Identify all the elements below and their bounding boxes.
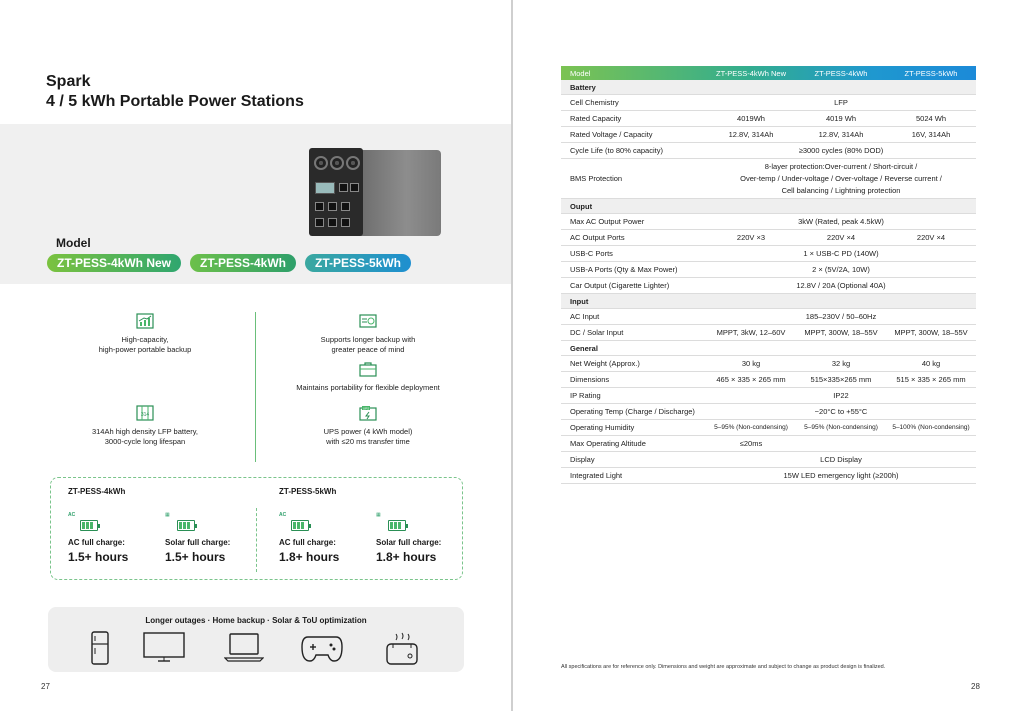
charge-label: AC full charge: [279,538,336,547]
spec-row [561,309,976,325]
section-label: Input [570,296,589,306]
feature-lfp-battery [75,405,215,447]
spec-section-input [561,294,976,309]
spec-value: 185–230V / 50–60Hz [805,311,877,321]
spec-value: 515×335×265 mm [810,375,872,384]
spec-value: LCD Display [820,454,862,464]
spec-value: MPPT, 3kW, 12–60V [716,328,786,337]
battery-charge-icon [80,520,98,531]
model-pill-5kwh: ZT-PESS-5kWh [305,254,411,272]
spec-row [561,214,976,230]
spec-row [561,356,976,372]
spec-row [561,278,976,294]
ac-outlet [328,218,337,227]
spec-header-row [561,66,976,80]
spec-value: 32 kg [831,359,851,368]
spec-value: −20°C to +55°C [814,406,868,416]
feature-text: Maintains portability for flexible deployment [296,383,440,392]
spec-row [561,404,976,420]
product-body [355,150,441,236]
spec-row [561,325,976,341]
usecase-title: Longer outages · Home backup · Solar & ToU optimization [145,616,367,625]
fan-icon [314,156,328,170]
feature-longer-backup [288,313,448,355]
spec-label: Max Operating Altitude [570,439,646,448]
spec-value: 1 × USB-C PD (140W) [803,248,879,258]
ac-outlet [315,202,324,211]
charging-model-4kwh: ZT-PESS-4kWh [68,487,126,496]
refrigerator-icon [90,631,110,665]
spec-row [561,468,976,484]
spec-value: 515 × 335 × 265 mm [896,375,966,384]
spec-value: 30 kg [741,359,761,368]
fan-icon [346,156,360,170]
feature-portability [278,361,458,393]
spec-header-cell: ZT-PESS-4kWh New [715,68,786,78]
battery-charge-icon [291,520,309,531]
spec-value: 12.8V, 314Ah [818,130,864,139]
spec-row [561,159,976,199]
spec-value: MPPT, 300W, 18–55V [894,328,968,337]
spec-header-cell: Model [570,68,591,78]
spec-label: Operating Temp (Charge / Discharge) [570,407,695,416]
spec-value: 16V, 314Ah [911,130,951,139]
charge-value: 1.5+ hours [68,550,129,564]
spec-header-cell: ZT-PESS-5kWh [904,68,958,78]
section-label: General [570,343,598,353]
spec-row [561,230,976,246]
charge-label: Solar full charge: [165,538,231,547]
solar-panel-icon: ▦ [165,512,170,518]
spec-row [561,262,976,278]
bms-line: 8-layer protection:Over-current / Short-circuit / [764,161,918,171]
product-image [309,148,443,238]
feature-text: High-capacity, high-power portable backup [98,335,192,354]
spec-row [561,246,976,262]
page-title: 4 / 5 kWh Portable Power Stations [46,93,304,110]
spec-label: DC / Solar Input [570,328,624,337]
spec-label: Max AC Output Power [570,217,645,226]
section-label: Battery [570,82,596,92]
spec-row [561,436,976,452]
spec-section-battery [561,80,976,95]
charging-model-5kwh: ZT-PESS-5kWh [279,487,337,496]
tv-icon [142,631,186,663]
spec-label: USB-C Ports [570,249,613,258]
spec-row [561,452,976,468]
spec-value: 2 × (5V/2A, 10W) [812,264,870,274]
model-pill-4kwh: ZT-PESS-4kWh [190,254,296,272]
charging-divider [256,508,257,572]
right-page [513,0,1024,711]
ac-outlet [328,202,337,211]
solar-panel-icon: ▦ [376,512,381,518]
feature-text: UPS power (4 kWh model) with ≤20 ms transfer time [323,427,413,446]
ups-icon [359,405,377,421]
spec-row [561,127,976,143]
spec-value: 5–95% (Non-condensing) [804,424,878,431]
spec-value: 4019 Wh [825,114,857,123]
feature-high-capacity [80,313,210,355]
product-front-panel [309,148,363,236]
charge-value: 1.8+ hours [376,550,437,564]
spec-value: 15W LED emergency light (≥200h) [783,470,899,480]
spec-label: Car Output (Cigarette Lighter) [570,281,670,290]
spec-table [561,66,976,484]
spec-value: MPPT, 300W, 18–55V [804,328,878,337]
spec-label: Cell Chemistry [570,98,619,107]
spec-value: 40 kg [921,359,941,368]
charge-value: 1.8+ hours [279,550,340,564]
spec-value: 220V ×3 [736,233,766,242]
spec-value: 12.8V / 20A (Optional 40A) [796,280,886,290]
feature-divider [255,312,256,462]
spec-value: ≤20ms [739,439,763,448]
spec-label: Net Weight (Approx.) [570,359,640,368]
svg-text:314: 314 [140,412,150,418]
battery-charge-icon [177,520,195,531]
spec-label: AC Output Ports [570,233,625,242]
chart-icon [136,313,154,329]
spec-section-output [561,199,976,214]
spec-row [561,372,976,388]
spec-value: 5024 Wh [915,114,947,123]
ac-outlet [341,202,350,211]
backup-icon [359,313,377,329]
spec-label: IP Rating [570,391,601,400]
spec-section-general [561,341,976,356]
spec-value: LFP [834,97,848,107]
model-pill-4kwh-new: ZT-PESS-4kWh New [47,254,181,272]
spec-label: USB-A Ports (Qty & Max Power) [570,265,678,274]
feature-text: 314Ah high density LFP battery, 3000-cycle long lifespan [91,427,199,446]
portable-icon [359,361,377,377]
spec-value: 5–95% (Non-condensing) [714,424,788,431]
laptop-icon [224,631,264,663]
spec-header-cell: ZT-PESS-4kWh [814,68,868,78]
spec-row [561,111,976,127]
usecase-panel [48,607,464,672]
spec-label: Cycle Life (to 80% capacity) [570,146,663,155]
charge-value: 1.5+ hours [165,550,226,564]
ac-tag: AC [68,512,76,518]
spec-label: AC Input [570,312,600,321]
spec-row [561,95,976,111]
model-label: Model [56,236,91,250]
charge-label: AC full charge: [68,538,125,547]
spec-value: 220V ×4 [826,233,856,242]
spec-value: 3kW (Rated, peak 4.5kW) [798,216,884,226]
ac-tag: AC [279,512,287,518]
section-label: Ouput [570,201,593,211]
ac-outlet [341,218,350,227]
spec-value: IP22 [833,390,849,400]
spec-value: 12.8V, 314Ah [728,130,774,139]
left-page [0,0,511,711]
spec-label: Rated Capacity [570,114,622,123]
spec-label: BMS Protection [570,174,623,183]
spec-label: Dimensions [570,375,610,384]
bms-line: Over-temp / Under-voltage / Over-voltage / Reverse current / [740,173,942,183]
usb-port [350,183,359,192]
fan-icon [330,156,344,170]
gamepad-icon [300,631,344,665]
spec-label: Rated Voltage / Capacity [570,130,653,139]
spec-label: Display [570,455,595,464]
page-number: 27 [41,682,50,691]
brand-name: Spark [46,73,91,90]
spec-value: 465 × 335 × 265 mm [716,375,786,384]
spec-label: Integrated Light [570,471,623,480]
spec-label: Operating Humidity [570,423,635,432]
spec-row [561,420,976,436]
bms-line: Cell balancing / Lightning protection [781,185,901,195]
spec-value [706,161,976,197]
feature-ups-power [288,405,448,447]
spec-value: 4019Wh [737,114,765,123]
svg-text:UPS: UPS [362,406,370,411]
disclaimer: All specifications are for reference only. Dimensions and weight are approximate and subject to change as product design is finalized. [561,664,886,670]
spec-row [561,143,976,159]
usb-port [339,183,348,192]
ac-outlet [315,218,324,227]
feature-text: Supports longer backup with greater peace of mind [320,335,416,354]
spec-value: 5–100% (Non-condensing) [892,424,970,431]
battery-charge-icon [388,520,406,531]
battery-314-icon [136,405,154,421]
toaster-icon [384,631,420,667]
charge-label: Solar full charge: [376,538,442,547]
charging-panel [50,477,463,580]
spec-row [561,388,976,404]
spec-value: ≥3000 cycles (80% DOD) [798,145,884,155]
page-number: 28 [971,682,980,691]
product-screen [315,182,335,194]
spec-value: 220V ×4 [916,233,946,242]
